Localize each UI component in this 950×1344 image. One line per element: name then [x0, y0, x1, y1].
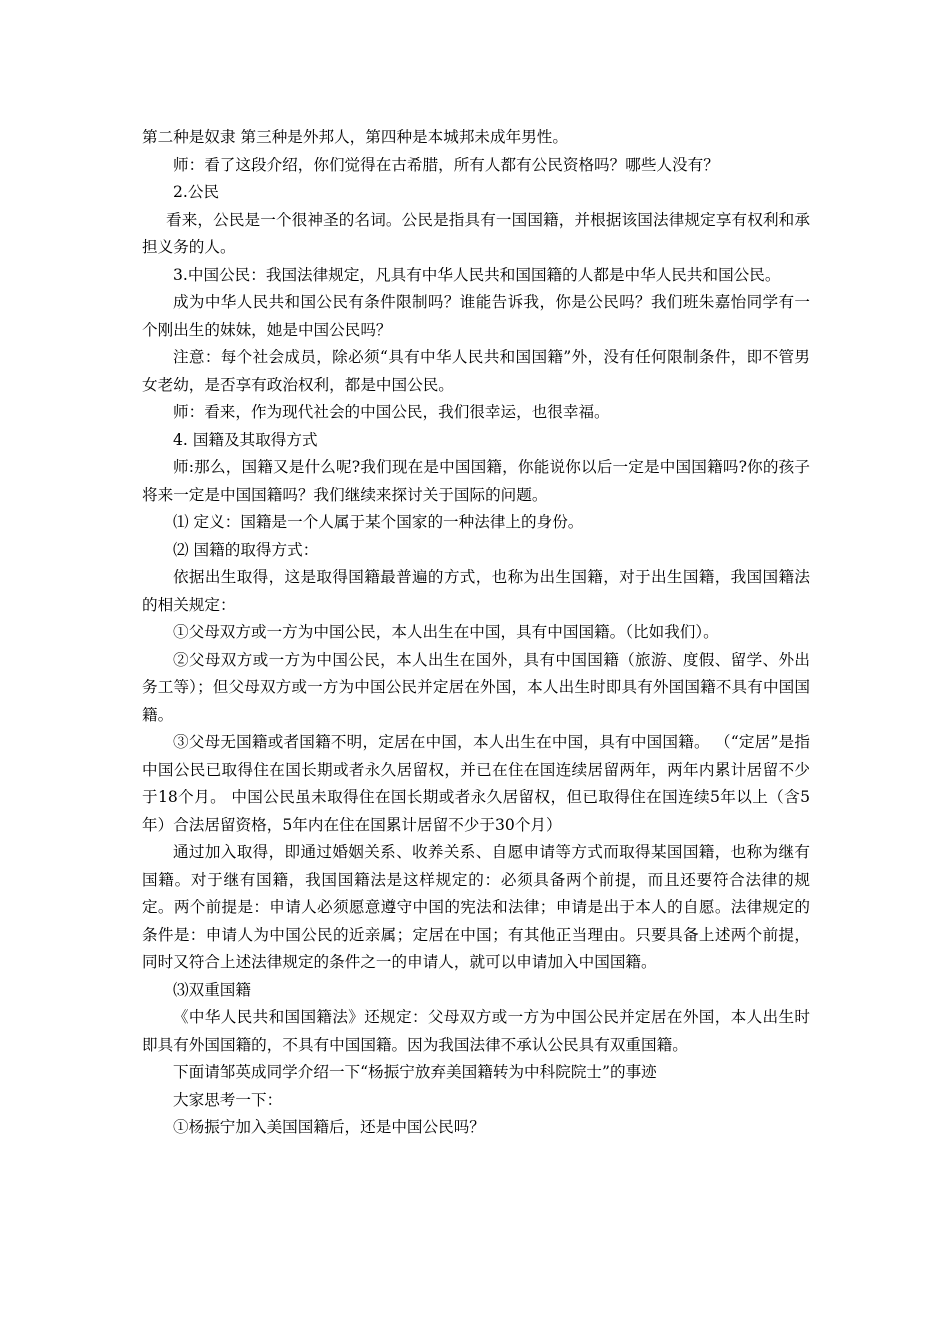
list-item: ②父母双方或一方为中国公民，本人出生在国外，具有中国国籍（旅游、度假、留学、外出务工等）；但父母双方或一方为中国公民并定居在外国，本人出生时即具有外国国籍不具有中国国籍。: [142, 650, 810, 724]
paragraph: 注意：每个社会成员，除必须“具有中华人民共和国国籍”外，没有任何限制条件，即不管男女老幼，是否享有政治权利，都是中国公民。: [142, 348, 810, 394]
paragraph: 师:那么，国籍又是什么呢?我们现在是中国国籍，你能说你以后一定是中国国籍吗?你的孩子将来一定是中国国籍吗？我们继续来探讨关于国际的问题。: [142, 458, 810, 504]
section-heading: 4. 国籍及其取得方式: [173, 430, 318, 449]
paragraph: 大家思考一下：: [173, 1090, 283, 1109]
paragraph: 师：看了这段介绍，你们觉得在古希腊，所有人都有公民资格吗？哪些人没有？: [173, 155, 719, 174]
paragraph: 成为中华人民共和国公民有条件限制吗？谁能告诉我，你是公民吗？我们班朱嘉怡同学有一个刚出生的妹妹，她是中国公民吗？: [142, 293, 810, 339]
paragraph: 师：看来，作为现代社会的中国公民，我们很幸运，也很幸福。: [173, 403, 610, 421]
list-item: ⑴ 定义：国籍是一个人属于某个国家的一种法律上的身份。: [173, 513, 584, 531]
list-item: ①杨振宁加入美国国籍后，还是中国公民吗？: [173, 1118, 485, 1136]
paragraph: 下面请邹英成同学介绍一下“杨振宁放弃美国籍转为中科院院士”的事迹: [173, 1063, 657, 1081]
paragraph: 看来，公民是一个很神圣的名词。公民是指具有一国国籍，并根据该国法律规定享有权利和承担义务的人。: [142, 210, 810, 256]
paragraph: 3.中国公民：我国法律规定，凡具有中华人民共和国国籍的人都是中华人民共和国公民。: [173, 265, 781, 284]
paragraph: 《中华人民共和国国籍法》还规定：父母双方或一方为中国公民并定居在外国，本人出生时即具有外国国籍的，不具有中国国籍。因为我国法律不承认公民具有双重国籍。: [142, 1008, 810, 1054]
section-heading: 2.公民: [173, 183, 220, 201]
list-item: ⑵ 国籍的取得方式：: [173, 540, 319, 559]
document-page: [142, 124, 810, 1142]
paragraph: 通过加入取得，即通过婚姻关系、收养关系、自愿申请等方式而取得某国国籍，也称为继有国籍。对于继有国籍，我国国籍法是这样规定的：必须具备两个前提，而且还要符合法律的规定。两个前提是：申请人必须愿意遵守中国的宪法和法律；申请是出于本人的自愿。法律规定的条件是：申请人为中国公民的近亲属；定居在中国；有其他正当理由。只要具备上述两个前提，同时又符合上述法律规定的条件之一的申请人，就可以申请加入中国国籍。: [142, 843, 810, 971]
paragraph: 第二种是奴隶 第三种是外邦人，第四种是本城邦未成年男性。: [142, 128, 568, 146]
paragraph: 依据出生取得，这是取得国籍最普遍的方式，也称为出生国籍，对于出生国籍，我国国籍法的相关规定：: [142, 568, 810, 614]
list-item: ①父母双方或一方为中国公民，本人出生在中国，具有中国国籍。（比如我们）。: [173, 623, 719, 641]
list-item: ③父母无国籍或者国籍不明，定居在中国，本人出生在中国，具有中国国籍。 （“定居”是指中国公民已取得住在国长期或者永久居留权，并已在住在国连续居留两年，两年内累计居留不少于18个月。 中国公民虽未取得住在国长期或者永久居留权，但已取得住在国连续5年以上（含5年）合法居留资格，5年内在住在国累计居留不少于30个月）: [142, 733, 810, 834]
section-heading: ⑶双重国籍: [173, 980, 251, 999]
